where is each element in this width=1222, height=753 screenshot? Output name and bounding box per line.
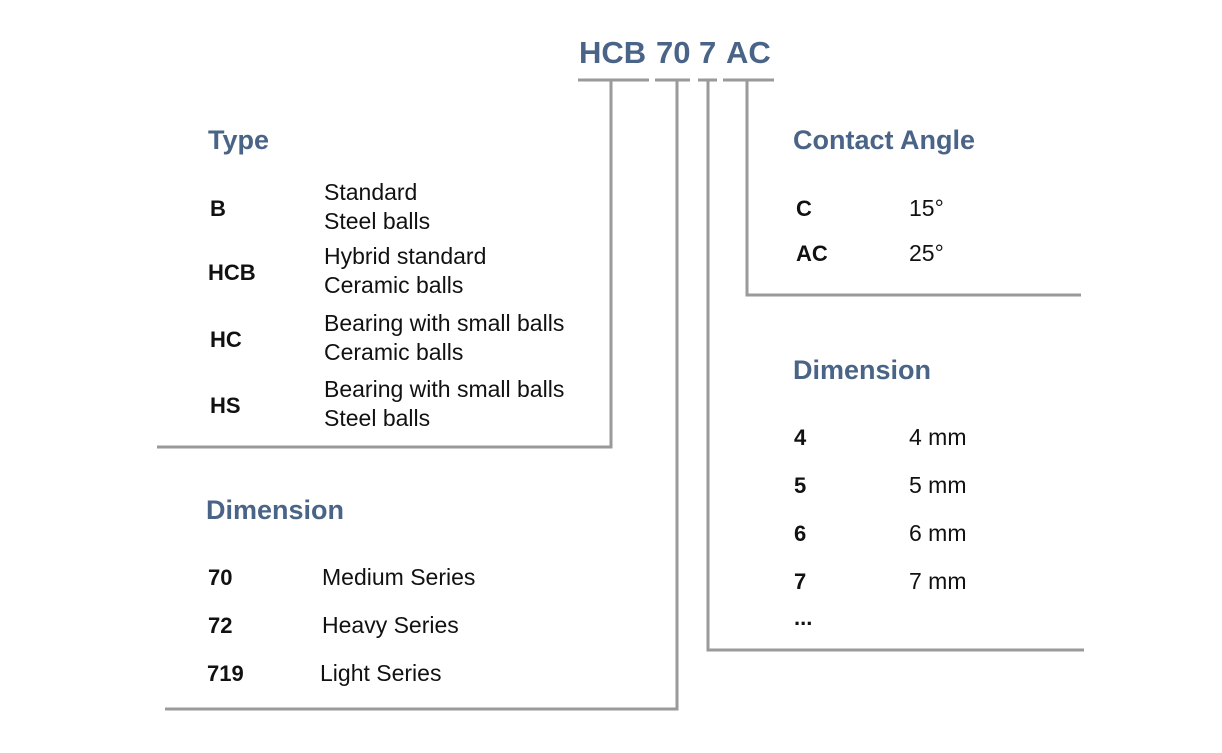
series-value-70: Medium Series xyxy=(322,564,476,590)
contact-angle-heading: Contact Angle xyxy=(793,125,975,155)
bore-key-4: 4 xyxy=(794,425,807,450)
type-key-hc: HC xyxy=(210,327,242,352)
bore-key-more: ... xyxy=(794,605,813,630)
bore-key-6: 6 xyxy=(794,521,807,546)
bore-heading: Dimension xyxy=(793,355,932,385)
type-desc-hs: Bearing with small balls Steel balls xyxy=(324,376,565,431)
code-contact-angle: AC xyxy=(726,35,771,70)
series-value-72: Heavy Series xyxy=(322,612,459,638)
code-type: HCB xyxy=(579,35,647,70)
bore-value-5: 5 mm xyxy=(909,472,967,498)
series-key-719: 719 xyxy=(207,661,244,686)
contact-value-ac: 25° xyxy=(909,240,944,266)
contact-key-c: C xyxy=(796,196,812,221)
series-heading: Dimension xyxy=(206,495,345,525)
code-series: 70 xyxy=(656,35,691,70)
type-key-hcb: HCB xyxy=(208,260,256,285)
series-key-70: 70 xyxy=(208,565,233,590)
type-key-hs: HS xyxy=(210,393,241,418)
bore-value-7: 7 mm xyxy=(909,568,967,594)
type-desc-hcb: Hybrid standard Ceramic balls xyxy=(324,243,487,298)
series-key-72: 72 xyxy=(208,613,233,638)
contact-key-ac: AC xyxy=(796,241,828,266)
type-key-b: B xyxy=(210,196,226,221)
contact-value-c: 15° xyxy=(909,195,944,221)
type-heading: Type xyxy=(208,125,270,155)
bore-value-6: 6 mm xyxy=(909,520,967,546)
code-bore: 7 xyxy=(699,35,717,70)
bore-key-7: 7 xyxy=(794,569,807,594)
type-desc-b: Standard Steel balls xyxy=(324,179,431,234)
type-desc-hc: Bearing with small balls Ceramic balls xyxy=(324,310,565,365)
bore-key-5: 5 xyxy=(794,473,807,498)
bore-value-4: 4 mm xyxy=(909,424,967,450)
series-value-719: Light Series xyxy=(320,660,442,686)
